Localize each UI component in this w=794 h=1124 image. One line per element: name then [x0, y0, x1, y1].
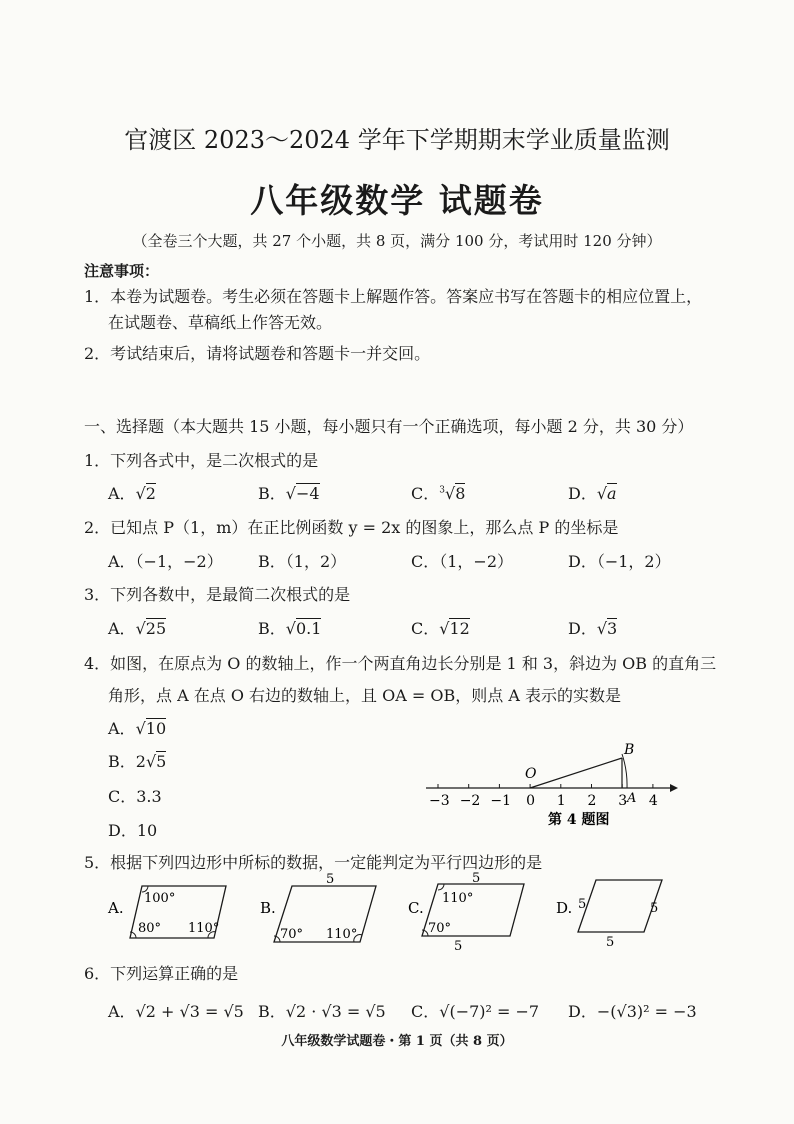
- exam-info: （全卷三个大题，共 27 个小题，共 8 页，满分 100 分，考试用时 120 分钟）: [132, 232, 662, 250]
- radical-icon: √: [285, 619, 296, 638]
- radical-icon: √: [439, 619, 450, 638]
- tick-label: −3: [429, 793, 450, 809]
- root-index: 3: [439, 485, 445, 496]
- tick-label: 2: [587, 793, 597, 809]
- q4-option-b: [108, 749, 166, 772]
- q1-option-a: [108, 481, 156, 504]
- q4-option-c: C．3.3: [108, 787, 162, 806]
- label-b: B: [624, 742, 635, 758]
- option-label: D．: [568, 484, 597, 503]
- angle-label: 110°: [326, 927, 358, 942]
- tick-label: −1: [490, 793, 512, 809]
- radical-icon: √: [444, 484, 456, 503]
- hypotenuse-ob: [530, 758, 622, 788]
- note-item-2: 2．考试结束后，请将试题卷和答题卡一并交回。: [84, 344, 431, 363]
- expression: √2 + √3 = √5: [135, 1002, 244, 1021]
- side-label: 5: [326, 872, 335, 887]
- radicand: 3: [607, 619, 618, 638]
- q2-option-d: D．（−1，2）: [568, 552, 671, 571]
- side-label: 5: [606, 935, 615, 950]
- q3-option-a: [108, 616, 166, 639]
- question-4-stem: 4．如图，在原点为 O 的数轴上，作一个两直角边长分别是 1 和 3，斜边为 OB 的直角三: [84, 654, 717, 673]
- question-4-stem-cont: 角形，点 A 在点 O 右边的数轴上，且 OA = OB，则点 A 表示的实数是: [108, 686, 621, 705]
- label-o: O: [525, 766, 537, 782]
- label-a: A: [627, 791, 637, 806]
- option-label: C．: [411, 619, 440, 638]
- radicand: 12: [449, 619, 470, 638]
- expression: −(√3)² = −3: [596, 1002, 697, 1021]
- side-label: 5: [650, 901, 659, 916]
- expression: √2 · √3 = √5: [285, 1002, 386, 1021]
- number-line-figure: [420, 736, 680, 832]
- tick-label: 1: [556, 793, 566, 809]
- q4-option-d: D．10: [108, 821, 158, 840]
- radicand: −4: [295, 484, 320, 503]
- radical-icon: √: [285, 484, 296, 503]
- question-1-stem: 1．下列各式中，是二次根式的是: [84, 451, 319, 470]
- tick-label: 0: [526, 793, 536, 809]
- q2-option-b: B．（1，2）: [258, 552, 347, 571]
- radical-icon: √: [596, 619, 608, 638]
- angle-label: 110°: [188, 921, 220, 936]
- option-label: B．: [258, 619, 286, 638]
- option-label: A．: [108, 619, 136, 638]
- angle-label: 110°: [442, 891, 474, 906]
- q6-option-c: [411, 999, 539, 1022]
- option-label: A．: [108, 719, 136, 738]
- option-label: C．: [411, 1002, 440, 1021]
- q3-option-c: [411, 616, 470, 639]
- note-item-1: 1．本卷为试题卷。考生必须在答题卡上解题作答。答案应书写在答题卡的相应位置上，: [84, 287, 703, 306]
- angle-label: 80°: [138, 921, 162, 936]
- q6-option-d: [568, 999, 697, 1022]
- tick-label: 4: [648, 793, 658, 809]
- tick-label: 3: [618, 793, 628, 809]
- option-label: B．: [108, 752, 136, 771]
- note-item-1-cont: 在试题卷、草稿纸上作答无效。: [108, 313, 333, 332]
- q5-option-b-label: B.: [260, 899, 276, 917]
- q5-option-a-label: A.: [108, 899, 124, 917]
- axis-arrow-icon: [670, 784, 678, 792]
- radical-icon: √: [135, 719, 146, 738]
- q6-option-a: [108, 999, 244, 1022]
- angle-label: 70°: [428, 921, 452, 936]
- q1-option-c: [411, 481, 465, 504]
- option-label: A．: [108, 1002, 136, 1021]
- angle-label: 100°: [144, 891, 176, 906]
- paper-title: 八年级数学 试题卷: [250, 181, 544, 220]
- q3-option-b: [258, 616, 321, 639]
- q5-option-d-label: D.: [556, 899, 573, 917]
- angle-label: 70°: [280, 927, 304, 942]
- q2-option-c: C．（1，−2）: [411, 552, 514, 571]
- question-6-stem: 6．下列运算正确的是: [84, 964, 239, 983]
- q4-option-a: [108, 716, 166, 739]
- radical-icon: √: [596, 484, 608, 503]
- side-label: 5: [578, 897, 587, 912]
- radical-icon: √: [145, 752, 157, 771]
- side-label: 5: [454, 939, 463, 952]
- option-label: D．: [568, 1002, 597, 1021]
- radicand: 8: [455, 484, 466, 503]
- q5-option-c-label: C.: [408, 899, 424, 917]
- radicand: 2: [145, 484, 156, 503]
- question-3-stem: 3．下列各数中，是最简二次根式的是: [84, 585, 351, 604]
- radicand: 10: [145, 719, 167, 738]
- coefficient: 2: [135, 752, 146, 771]
- notes-heading: 注意事项：: [84, 262, 160, 280]
- q6-option-b: [258, 999, 386, 1022]
- radical-icon: √: [135, 619, 146, 638]
- radicand: a: [607, 484, 617, 503]
- section-heading: 一、选择题（本大题共 15 小题，每小题只有一个正确选项，每小题 2 分，共 30 分）: [84, 417, 694, 436]
- side-label: 5: [472, 872, 481, 886]
- page-footer: 八年级数学试题卷・第 1 页（共 8 页）: [281, 1034, 513, 1049]
- radicand: 25: [145, 619, 167, 638]
- q5-figures: [104, 872, 764, 952]
- compass-arc: [622, 754, 627, 788]
- radicand: 5: [156, 752, 167, 771]
- exam-title: 官渡区 2023～2024 学年下学期期末学业质量监测: [124, 126, 670, 154]
- option-label: D．: [568, 619, 597, 638]
- q1-option-b: [258, 481, 320, 504]
- q1-option-d: [568, 481, 617, 504]
- radical-icon: √: [135, 484, 146, 503]
- option-label: A．: [108, 484, 136, 503]
- q2-option-a: A．（−1，−2）: [108, 552, 223, 571]
- question-2-stem: 2．已知点 P（1，m）在正比例函数 y = 2x 的图象上，那么点 P 的坐标是: [84, 518, 619, 537]
- figure-caption: 第 4 题图: [548, 812, 610, 828]
- option-label: C．: [411, 484, 440, 503]
- tick-label: −2: [459, 793, 481, 809]
- q3-option-d: [568, 616, 617, 639]
- option-label: B．: [258, 1002, 286, 1021]
- radicand: 0.1: [295, 619, 322, 638]
- option-label: B．: [258, 484, 286, 503]
- question-5-stem: 5．根据下列四边形中所标的数据，一定能判定为平行四边形的是: [84, 853, 543, 872]
- expression: √(−7)² = −7: [439, 1002, 540, 1021]
